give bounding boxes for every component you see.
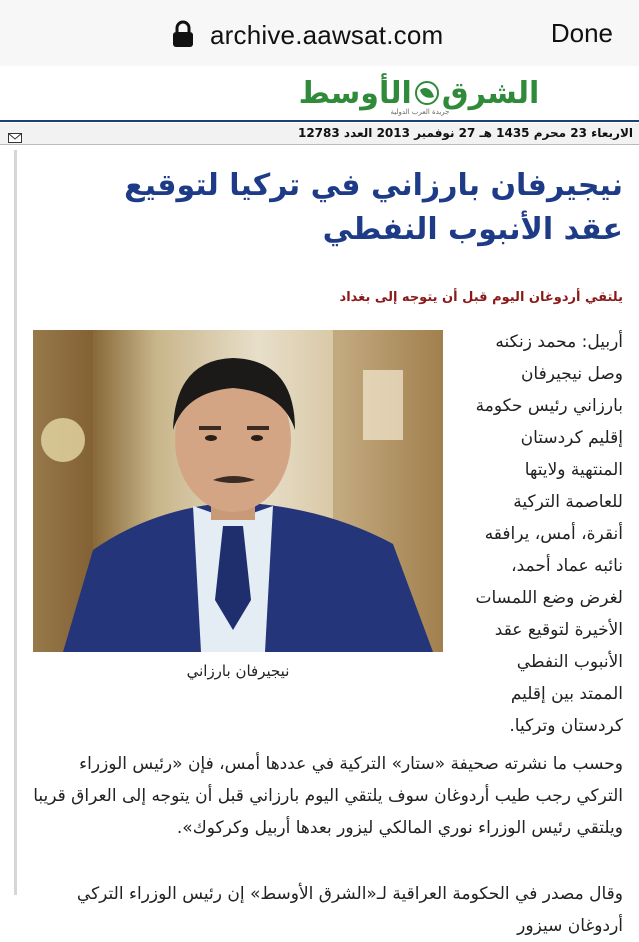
logo-text-a: الشرق xyxy=(441,75,540,111)
article xyxy=(14,150,639,936)
article-headline: نيجيرفان بارزاني في تركيا لتوقيع عقد الأنبوب النفطي xyxy=(124,168,623,247)
address-bar[interactable] xyxy=(172,18,443,52)
issue-date: الاربعاء 23 محرم 1435 هـ 27 نوفمبر 2013 العدد 12783 xyxy=(297,126,633,140)
url-text[interactable]: archive.aawsat.com xyxy=(210,19,444,50)
mail-icon[interactable] xyxy=(8,128,22,138)
browser-toolbar xyxy=(0,0,639,66)
globe-icon xyxy=(414,80,440,106)
article-subheadline: يلتقي أردوغان اليوم قبل أن يتوجه إلى بغداد xyxy=(339,290,623,305)
dateline-bar xyxy=(0,123,639,145)
masthead-divider xyxy=(0,120,639,122)
article-intro-paragraph: أربيل: محمد زنكنه وصل نيجيرفان بارزاني رئيس حكومة إقليم كردستان المنتهية ولايتها للعاصمة التركية أنقرة، أمس، يرافقه نائبه عماد أحمد، لغرض وضع اللمسات الأخيرة لتوقيع عقد الأنبوب النفطي الممتد بين إقليم كردستان وتركيا. xyxy=(475,332,623,736)
photo-caption: نيجيرفان بارزاني xyxy=(186,662,290,680)
article-photo xyxy=(33,330,443,652)
logo-subtitle: جريدة العرب الدولية xyxy=(390,108,450,116)
article-clipped-line: وقال مصدر في الحكومة العراقية لـ«الشرق الأوسط» إن رئيس الوزراء التركي أردوغان سيزور xyxy=(76,884,623,936)
logo-text-b: الأوسط xyxy=(298,75,412,111)
article-body-paragraph: وحسب ما نشرته صحيفة «ستار» التركية في عددها أمس، فإن «رئيس الوزراء التركي رجب طيب أردوغان سوف يلتقي اليوم بارزاني قبل أن يتوجه إلى العراق قريبا ويلتقي رئيس الوزراء نوري المالكي ليزور بعدها أربيل وكركوك». xyxy=(33,754,623,838)
done-button[interactable]: Done xyxy=(550,18,613,48)
masthead xyxy=(0,66,639,122)
lock-icon xyxy=(172,20,196,50)
